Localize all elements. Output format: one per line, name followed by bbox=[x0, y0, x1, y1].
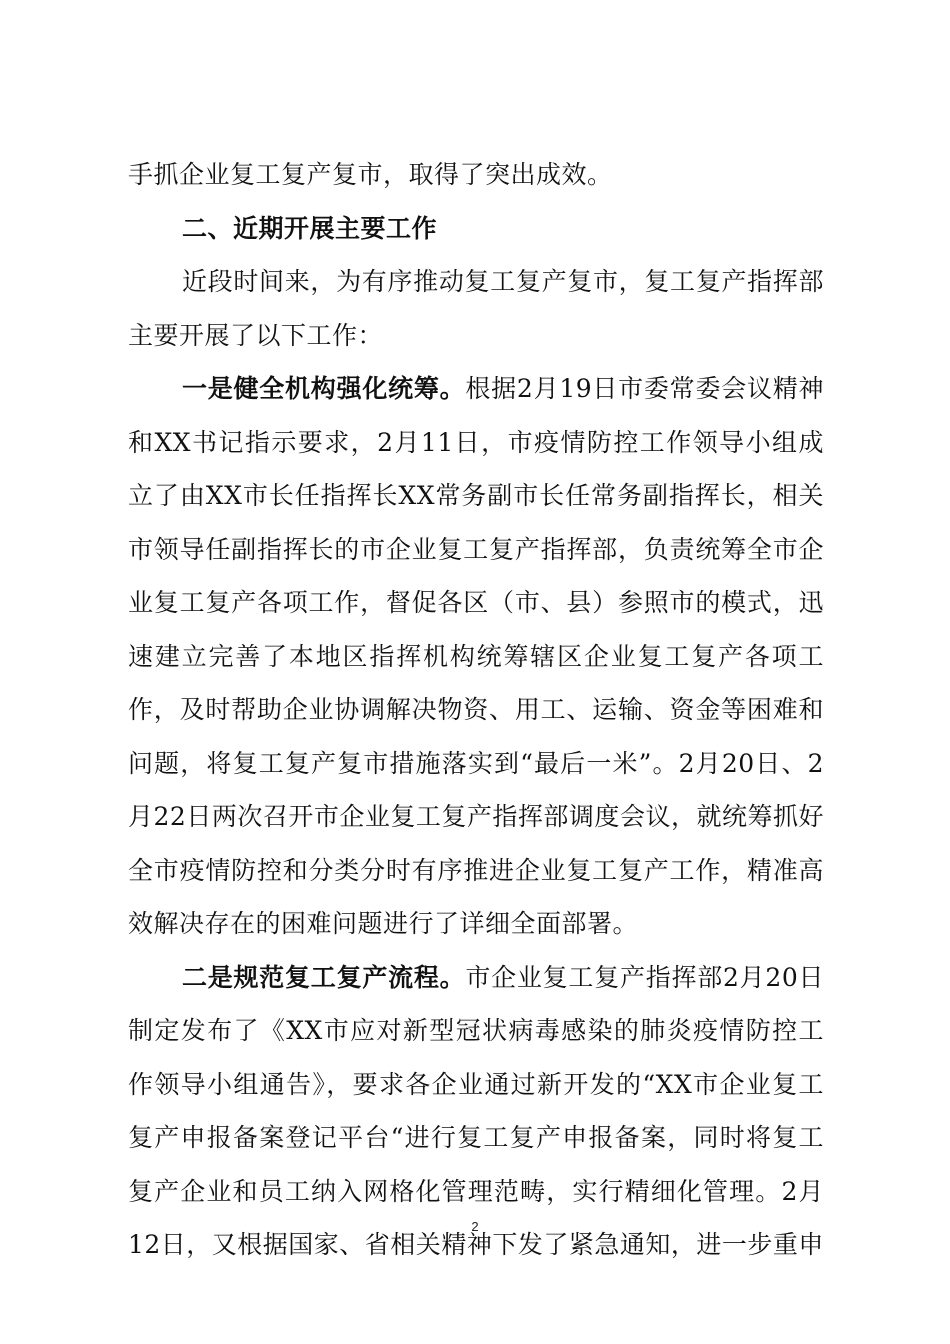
item-1-paragraph bbox=[128, 362, 824, 951]
item-1-body: 根据2月19日市委常委会议精神和XX书记指示要求，2月11日，市疫情防控工作领导小组成立了由XX市长任指挥长XX常务副市长任常务副指挥长，相关市领导任副指挥长的市企业复工复产指挥部，负责统筹全市企业复工复产各项工作，督促各区（市、县）参照市的模式，迅速建立完善了本地区指挥机构统筹辖区企业复工复产各项工作，及时帮助企业协调解决物资、用工、运输、资金等困难和问题，将复工复产复市措施落实到“最后一米”。2月20日、2月22日两次召开市企业复工复产指挥部调度会议，就统筹抓好全市疫情防控和分类分时有序推进企业复工复产工作，精准高效解决存在的困难问题进行了详细全面部署。 bbox=[128, 374, 824, 938]
item-2-lead: 二是规范复工复产流程。 bbox=[182, 962, 466, 992]
item-1-lead: 一是健全机构强化统筹。 bbox=[182, 374, 466, 403]
item-2-body: 市企业复工复产指挥部2月20日制定发布了《XX市应对新型冠状病毒感染的肺炎疫情防控工作领导小组通告》，要求各企业通过新开发的“XX市企业复工复产申报备案登记平台“进行复工复产申报备案，同时将复工复产企业和员工纳入网格化管理范畴，实行精细化管理。2月12日，又根据国家、省相关精神下发了紧急通知，进一步重申 bbox=[128, 962, 824, 1259]
document-body bbox=[128, 148, 824, 1272]
continuation-paragraph: 手抓企业复工复产复市，取得了突出成效。 bbox=[128, 160, 613, 189]
section-heading: 二、近期开展主要工作 bbox=[182, 213, 438, 243]
intro-paragraph: 近段时间来，为有序推动复工复产复市，复工复产指挥部主要开展了以下工作： bbox=[128, 267, 824, 350]
page-number: 2 bbox=[471, 1219, 479, 1234]
